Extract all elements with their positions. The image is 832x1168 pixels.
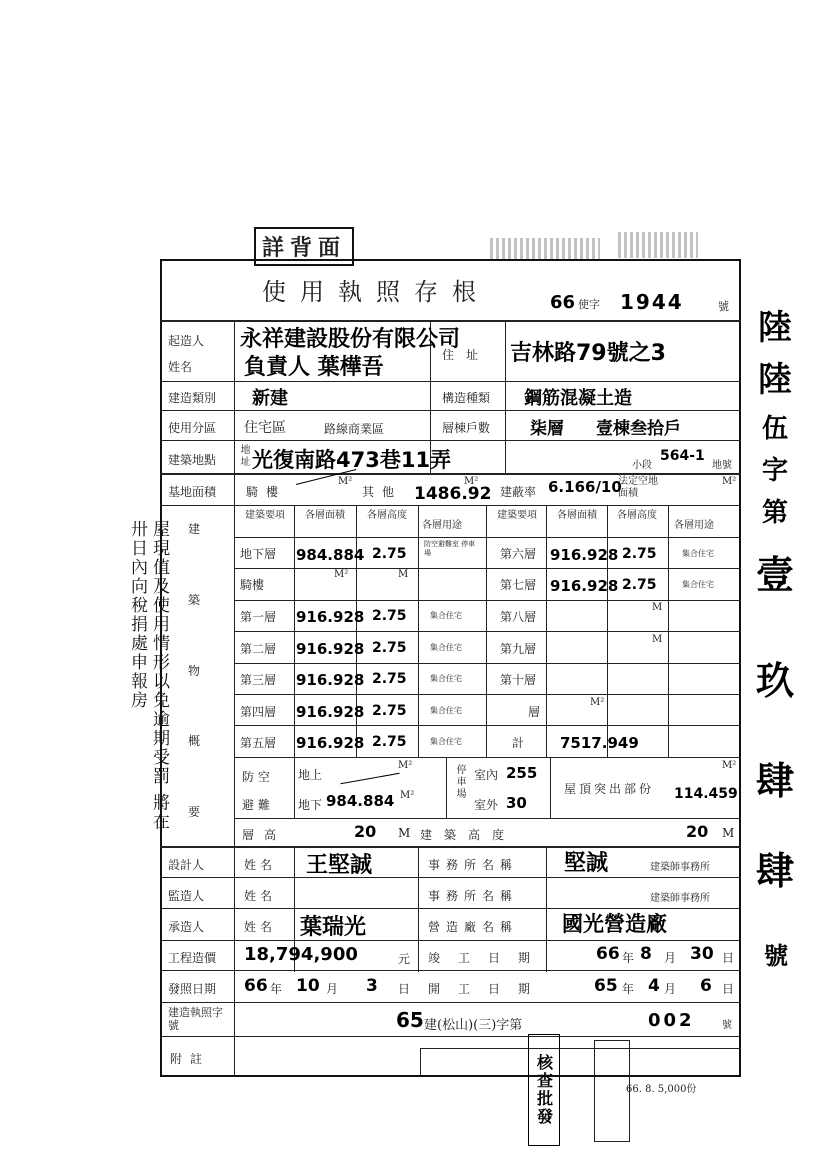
floor-label: 第二層 xyxy=(240,642,277,656)
shelter-below-label: 地下 xyxy=(298,798,323,812)
side-label-char: 概 xyxy=(188,734,201,749)
contractor-name-label: 姓名 xyxy=(244,920,277,934)
category-label: 建造類別 xyxy=(168,391,217,405)
builder-label: 起造人 xyxy=(168,334,205,348)
issue-day: 3 xyxy=(366,976,378,996)
floor-label: 第九層 xyxy=(500,642,537,656)
left-margin-note: 屋現值及使用情形以免逾期受罰 將在卅日內向稅捐處申報房 xyxy=(127,520,169,832)
permit-no: 002 xyxy=(648,1010,695,1031)
margin-char: 號 xyxy=(764,942,788,970)
margin-char: 陸 xyxy=(758,360,792,400)
form-title: 使用執照存根 xyxy=(262,278,490,306)
start-year: 65 xyxy=(594,976,618,996)
floor-label: 第五層 xyxy=(240,736,277,750)
floor-height: 2.75 xyxy=(372,671,407,687)
floor-area: 916.928 xyxy=(550,577,619,595)
supervisor-label: 監造人 xyxy=(168,889,205,903)
floor-label: 騎樓 xyxy=(240,578,265,592)
floor-use: 集合住宅 xyxy=(430,611,462,620)
floor-height-unit: M xyxy=(652,634,663,645)
floor-area: 916.928 xyxy=(296,640,365,658)
floor-label: 第十層 xyxy=(500,673,537,687)
shelter-above-label: 地上 xyxy=(298,768,323,782)
side-label-char: 物 xyxy=(188,663,201,678)
col-header: 建築要項 xyxy=(497,510,537,521)
parking-in-value: 255 xyxy=(506,764,538,782)
col-header: 各層高度 xyxy=(617,510,657,521)
col-header: 各層高度 xyxy=(367,510,407,521)
bldg-height-value: 20 xyxy=(686,822,709,841)
floors-prefix: 柒層 xyxy=(530,419,564,439)
complete-year-unit: 年 xyxy=(622,951,635,965)
floor-use: 集合住宅 xyxy=(682,549,714,558)
floors-value: 壹棟叁拾戶 xyxy=(596,419,681,439)
floor-area: 984.884 xyxy=(296,546,365,564)
supervisor-name-label: 姓名 xyxy=(244,889,277,903)
margin-char: 第 xyxy=(762,498,789,528)
legal-unit: M² xyxy=(722,476,737,487)
complete-label: 竣工日期 xyxy=(428,951,549,965)
floor-label: 第七層 xyxy=(500,578,537,592)
designer-label: 設計人 xyxy=(168,858,205,872)
contractor-value: 葉瑞光 xyxy=(300,915,367,940)
floor-label: 第一層 xyxy=(240,610,277,624)
permit-number: 1944 xyxy=(620,290,684,314)
floor-use: 集合住宅 xyxy=(430,643,462,652)
print-note: 66. 8. 5,000份 xyxy=(626,1084,697,1095)
roof-label: 屋頂突出部份 xyxy=(564,782,655,796)
permit-mid: 建(松山)(三)字第 xyxy=(424,1018,523,1033)
floor-height: 2.75 xyxy=(372,608,407,624)
roof-unit: M² xyxy=(722,760,737,771)
floor-height-unit: M xyxy=(652,602,663,613)
arcade-unit: M² xyxy=(338,476,353,487)
floor-area: 916.928 xyxy=(296,734,365,752)
floor-use: 集合住宅 xyxy=(430,674,462,683)
other-unit: M² xyxy=(464,476,479,487)
permit-suffix: 號 xyxy=(722,1020,732,1031)
area-label: 基地面積 xyxy=(168,485,217,499)
official-seal xyxy=(594,1040,630,1142)
ratio-value: 6.166/10 xyxy=(548,478,622,496)
floor-height-label: 層高 xyxy=(242,828,287,842)
use-zone-label: 使用分區 xyxy=(168,421,217,435)
start-day: 6 xyxy=(700,976,712,996)
margin-char: 肆 xyxy=(756,849,795,893)
parking-label: 停車場 xyxy=(454,764,465,800)
complete-day: 30 xyxy=(690,944,714,964)
contractor-label: 承造人 xyxy=(168,920,205,934)
shelter-above-unit: M² xyxy=(398,760,413,771)
designer-name-label: 姓名 xyxy=(244,858,277,872)
floors-label: 層棟戶數 xyxy=(442,421,491,435)
parking-in-label: 室內 xyxy=(474,768,499,782)
col-header: 各層用途 xyxy=(674,520,714,531)
right-margin-stamp xyxy=(752,300,812,990)
complete-month: 8 xyxy=(640,944,652,964)
designer-value: 王堅誠 xyxy=(306,853,373,878)
floor-area: 916.928 xyxy=(296,671,365,689)
margin-char: 伍 xyxy=(762,414,789,444)
company-value: 國光營造廠 xyxy=(562,912,667,936)
col-header: 建築要項 xyxy=(245,510,285,521)
site-value: 光復南路473巷11弄 xyxy=(252,448,452,472)
complete-month-unit: 月 xyxy=(664,951,677,965)
start-year-unit: 年 xyxy=(622,982,635,996)
structure-value: 鋼筋混凝土造 xyxy=(524,388,632,409)
parking-out-label: 室外 xyxy=(474,798,499,812)
side-label-char: 建 xyxy=(188,522,201,536)
other-label: 其他 xyxy=(362,485,403,499)
site-section-label: 小段 xyxy=(632,460,652,471)
ratio-label: 建蔽率 xyxy=(500,485,537,499)
floor-use: 集合住宅 xyxy=(430,737,462,746)
address-label: 住址 xyxy=(442,348,491,362)
floor-label: 第八層 xyxy=(500,610,537,624)
start-day-unit: 日 xyxy=(722,982,735,996)
other-value: 1486.92 xyxy=(414,484,492,504)
issue-year: 66 xyxy=(244,976,268,996)
floor-label: 層 xyxy=(528,705,541,719)
permit-number-prefix: 66 xyxy=(550,292,576,313)
permit-year: 65 xyxy=(396,1008,424,1032)
legal-label: 法定空地面積 xyxy=(618,476,658,499)
floor-height-unit: M xyxy=(398,826,411,840)
bldg-height-unit: M xyxy=(722,826,735,840)
floor-use: 集合住宅 xyxy=(430,706,462,715)
floor-height: 2.75 xyxy=(372,734,407,750)
start-month: 4 xyxy=(648,976,660,996)
margin-char: 玖 xyxy=(756,659,795,703)
floor-height: 2.75 xyxy=(372,546,407,562)
margin-char: 陸 xyxy=(758,308,792,348)
company-label: 營造廠名稱 xyxy=(428,920,519,934)
floor-label: 第六層 xyxy=(500,547,537,561)
floor-label: 地下層 xyxy=(240,547,277,561)
roof-value: 114.459 xyxy=(674,786,738,802)
supervisor-office-label: 事務所名稱 xyxy=(428,889,519,903)
col-header: 各層面積 xyxy=(557,510,597,521)
cost-label: 工程造價 xyxy=(168,951,217,965)
floor-label: 計 xyxy=(512,736,525,750)
start-month-unit: 月 xyxy=(664,982,677,996)
side-label-char: 築 xyxy=(188,592,201,607)
side-label-char: 要 xyxy=(188,805,201,819)
issue-label: 發照日期 xyxy=(168,982,217,996)
arcade-label: 騎樓 xyxy=(246,485,287,499)
margin-char: 字 xyxy=(762,456,789,486)
col-header: 各層面積 xyxy=(305,510,345,521)
designer-office-label: 事務所名稱 xyxy=(428,858,519,872)
col-header: 各層用途 xyxy=(422,520,462,531)
zone-residential: 住宅區 xyxy=(244,420,286,436)
supervisor-office-suffix: 建築師事務所 xyxy=(650,893,710,904)
floor-height: 2.75 xyxy=(622,577,657,593)
builder-value: 永祥建設股份有限公司 xyxy=(240,327,461,352)
back-side-stamp: 詳背面 xyxy=(254,227,354,266)
designer-office-suffix: 建築師事務所 xyxy=(650,862,710,873)
floor-height: 2.75 xyxy=(372,640,407,656)
floor-height-value: 20 xyxy=(354,822,377,841)
site-lot-suffix: 地號 xyxy=(712,460,732,471)
parking-out-value: 30 xyxy=(506,794,527,812)
structure-label: 構造種類 xyxy=(442,391,491,405)
category-value: 新建 xyxy=(252,388,288,409)
shelter-label-2: 避 難 xyxy=(242,798,270,812)
issue-year-unit: 年 xyxy=(270,982,283,996)
cost-value: 18,794,900 xyxy=(244,944,358,965)
floor-area-unit: M² xyxy=(334,569,349,580)
permit-number-mid: 使字 xyxy=(578,298,600,311)
floor-height: 2.75 xyxy=(372,703,407,719)
owner-value: 負責人 葉樺吾 xyxy=(244,355,384,380)
cost-unit: 元 xyxy=(398,952,411,966)
floor-area-unit: M² xyxy=(590,697,605,708)
shelter-below-unit: M² xyxy=(400,790,415,801)
floor-area: 916.928 xyxy=(296,703,365,721)
issue-day-unit: 日 xyxy=(398,982,411,996)
building-summary-side-label xyxy=(188,520,208,820)
issue-month-unit: 月 xyxy=(326,982,339,996)
name-label: 姓名 xyxy=(168,360,193,374)
issue-month: 10 xyxy=(296,976,320,996)
start-label: 開工日期 xyxy=(428,982,549,996)
floor-area: 916.928 xyxy=(296,608,365,626)
permit-number-suffix: 號 xyxy=(718,300,729,313)
shelter-label-1: 防 空 xyxy=(242,770,270,784)
remarks-label: 附註 xyxy=(170,1052,211,1066)
margin-char: 肆 xyxy=(756,759,795,803)
total-area: 7517.949 xyxy=(560,734,639,752)
site-sub-label: 地址 xyxy=(238,444,249,468)
floor-height: 2.75 xyxy=(622,546,657,562)
site-label: 建築地點 xyxy=(168,453,217,467)
floor-area: 916.928 xyxy=(550,546,619,564)
floor-label: 第三層 xyxy=(240,673,277,687)
shelter-below-value: 984.884 xyxy=(326,792,395,810)
floor-use: 集合住宅 xyxy=(682,580,714,589)
floor-use: 防空避難室 停車場 xyxy=(424,540,476,557)
complete-day-unit: 日 xyxy=(722,951,735,965)
permit-label: 建造執照字號 xyxy=(168,1006,223,1032)
site-lot: 564-1 xyxy=(660,448,705,464)
floor-height-unit: M xyxy=(398,569,409,580)
review-stamp xyxy=(528,1034,560,1146)
margin-char: 壹 xyxy=(756,553,795,597)
review-stamp-text: 核查批發 xyxy=(534,1054,554,1126)
zone-commercial: 路線商業區 xyxy=(324,422,385,436)
complete-year: 66 xyxy=(596,944,620,964)
address-value: 吉林路79號之3 xyxy=(510,341,666,366)
designer-office: 堅誠 xyxy=(564,851,609,876)
floor-label: 第四層 xyxy=(240,705,277,719)
bldg-height-label: 建築高度 xyxy=(420,828,517,842)
